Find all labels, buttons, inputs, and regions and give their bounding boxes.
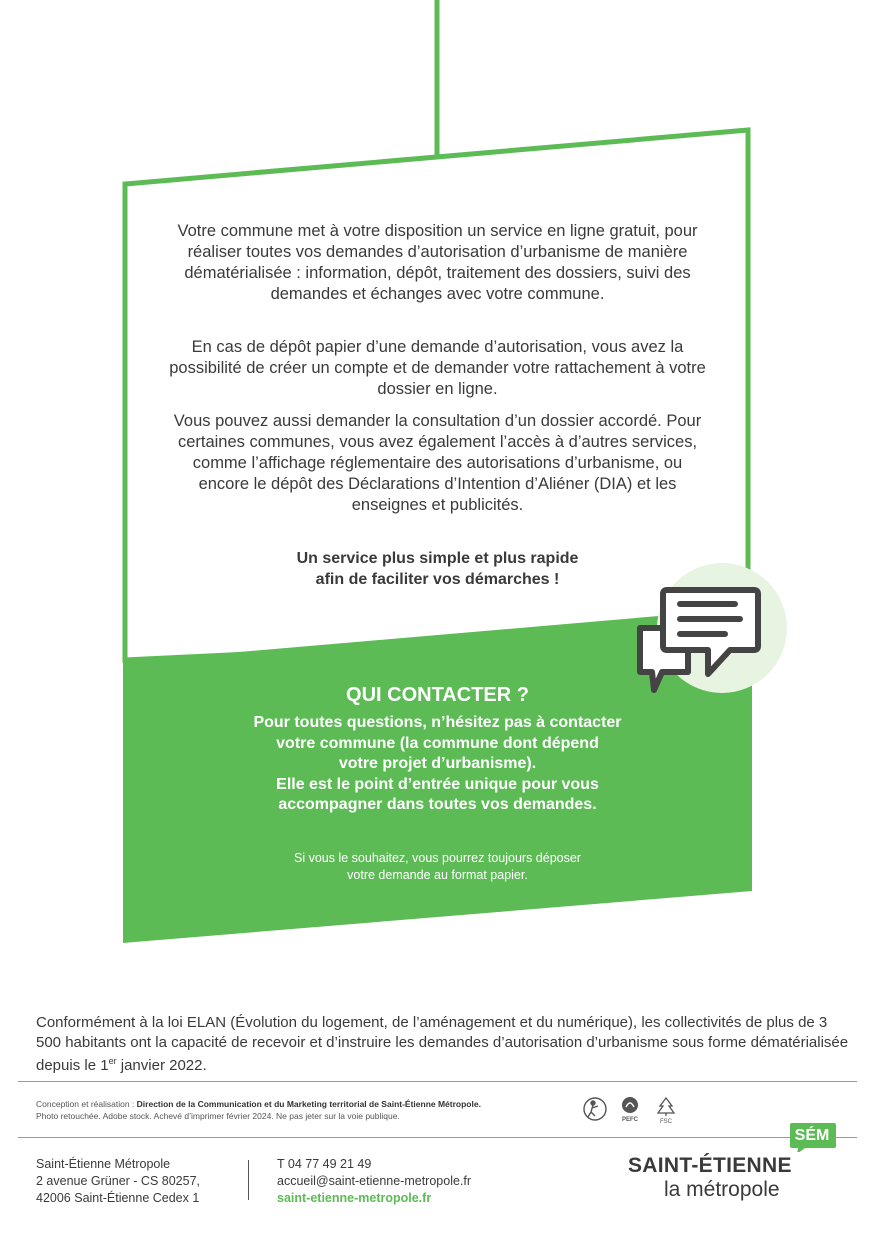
contact-body-line-4: Elle est le point d’entrée unique pour vous [276, 775, 599, 793]
contact-info [277, 1156, 471, 1207]
logo-line-2: la métropole [664, 1178, 780, 1201]
credits-line-2: Photo retouchée. Adobe stock. Achevé d’imprimer février 2024. Ne pas jeter sur la voie publique. [36, 1111, 400, 1121]
address-divider [248, 1160, 249, 1200]
elan-text-end: janvier 2022. [116, 1057, 207, 1074]
contact-body-line-5: accompagner dans toutes vos demandes. [278, 796, 597, 813]
pefc-label: PEFC [621, 1117, 639, 1123]
logo-line-1: SAINT-ÉTIENNE [628, 1154, 792, 1177]
contact-body [200, 713, 675, 816]
elan-text: Conformément à la loi ELAN (Évolution du logement, de l’aménagement et du numérique), les collectivités de plus de 3 500 habitants ont la capacité de recevoir et d’instruire les demandes d’autorisation d’urbanisme sous forme dématérialisée depuis le 1 [36, 1014, 849, 1074]
elan-superscript: er [108, 1056, 117, 1066]
contact-note [220, 850, 655, 884]
website-link[interactable]: saint-etienne-metropole.fr [277, 1191, 432, 1205]
pefc-icon [622, 1097, 639, 1123]
credits-agency: Direction de la Communication et du Marketing territorial de Saint-Étienne Métropole. [136, 1099, 481, 1109]
address-street: 2 avenue Grüner - CS 80257, [36, 1174, 200, 1188]
contact-note-line-1: Si vous le souhaitez, vous pourrez toujours déposer [294, 851, 581, 865]
contact-body-line-3: votre projet d’urbanisme). [338, 755, 537, 772]
credits-label: Conception et réalisation : [36, 1099, 137, 1109]
address-name: Saint-Étienne Métropole [36, 1157, 171, 1171]
contact-title: QUI CONTACTER ? [346, 684, 529, 706]
cta-line-2: afin de faciliter vos démarches ! [315, 571, 560, 588]
intro-paragraph-1: Votre commune met à votre disposition un service en ligne gratuit, pour réaliser toutes vos demandes d’autorisation d’urbanisme de manière dématérialisée : information, dépôt, traitement des dossiers, suivi des demandes et échanges avec votre commune. [177, 222, 698, 303]
address-city: 42006 Saint-Étienne Cedex 1 [36, 1191, 200, 1205]
credits [36, 1098, 596, 1122]
contact-note-line-2: votre demande au format papier. [347, 868, 528, 882]
elan-law-paragraph [36, 1013, 856, 1076]
intro-paragraph-3: Vous pouvez aussi demander la consultation d’un dossier accordé. Pour certaines communes, vous avez également l’accès à d’autres services, comme l’affichage réglementaire des autorisations d’urbanisme, ou encore le dépôt des Déclarations d’Intention d’Aliéner (DIA) et les enseignes et publicités. [173, 412, 702, 514]
cta-line-1: Un service plus simple et plus rapide [296, 550, 579, 567]
saint-etienne-metropole-logo [626, 1122, 846, 1212]
contact-body-line-2: votre commune (la commune dont dépend [276, 734, 599, 752]
recycle-person-icon [584, 1098, 606, 1120]
fsc-icon [658, 1098, 674, 1124]
intro-paragraph-2: En cas de dépôt papier d’une demande d’autorisation, vous avez la possibilité de créer un compte et de demander votre rattachement à votre dossier en ligne. [169, 338, 706, 398]
divider-top [18, 1081, 857, 1082]
postal-address [36, 1156, 200, 1207]
fsc-label: FSC [660, 1119, 672, 1124]
phone-number: T 04 77 49 21 49 [277, 1157, 372, 1171]
logo-badge-text: SÉM [794, 1127, 830, 1144]
email-address[interactable]: accueil@saint-etienne-metropole.fr [277, 1174, 472, 1188]
certification-icons [582, 1096, 692, 1124]
contact-body-line-1: Pour toutes questions, n’hésitez pas à contacter [253, 714, 622, 731]
